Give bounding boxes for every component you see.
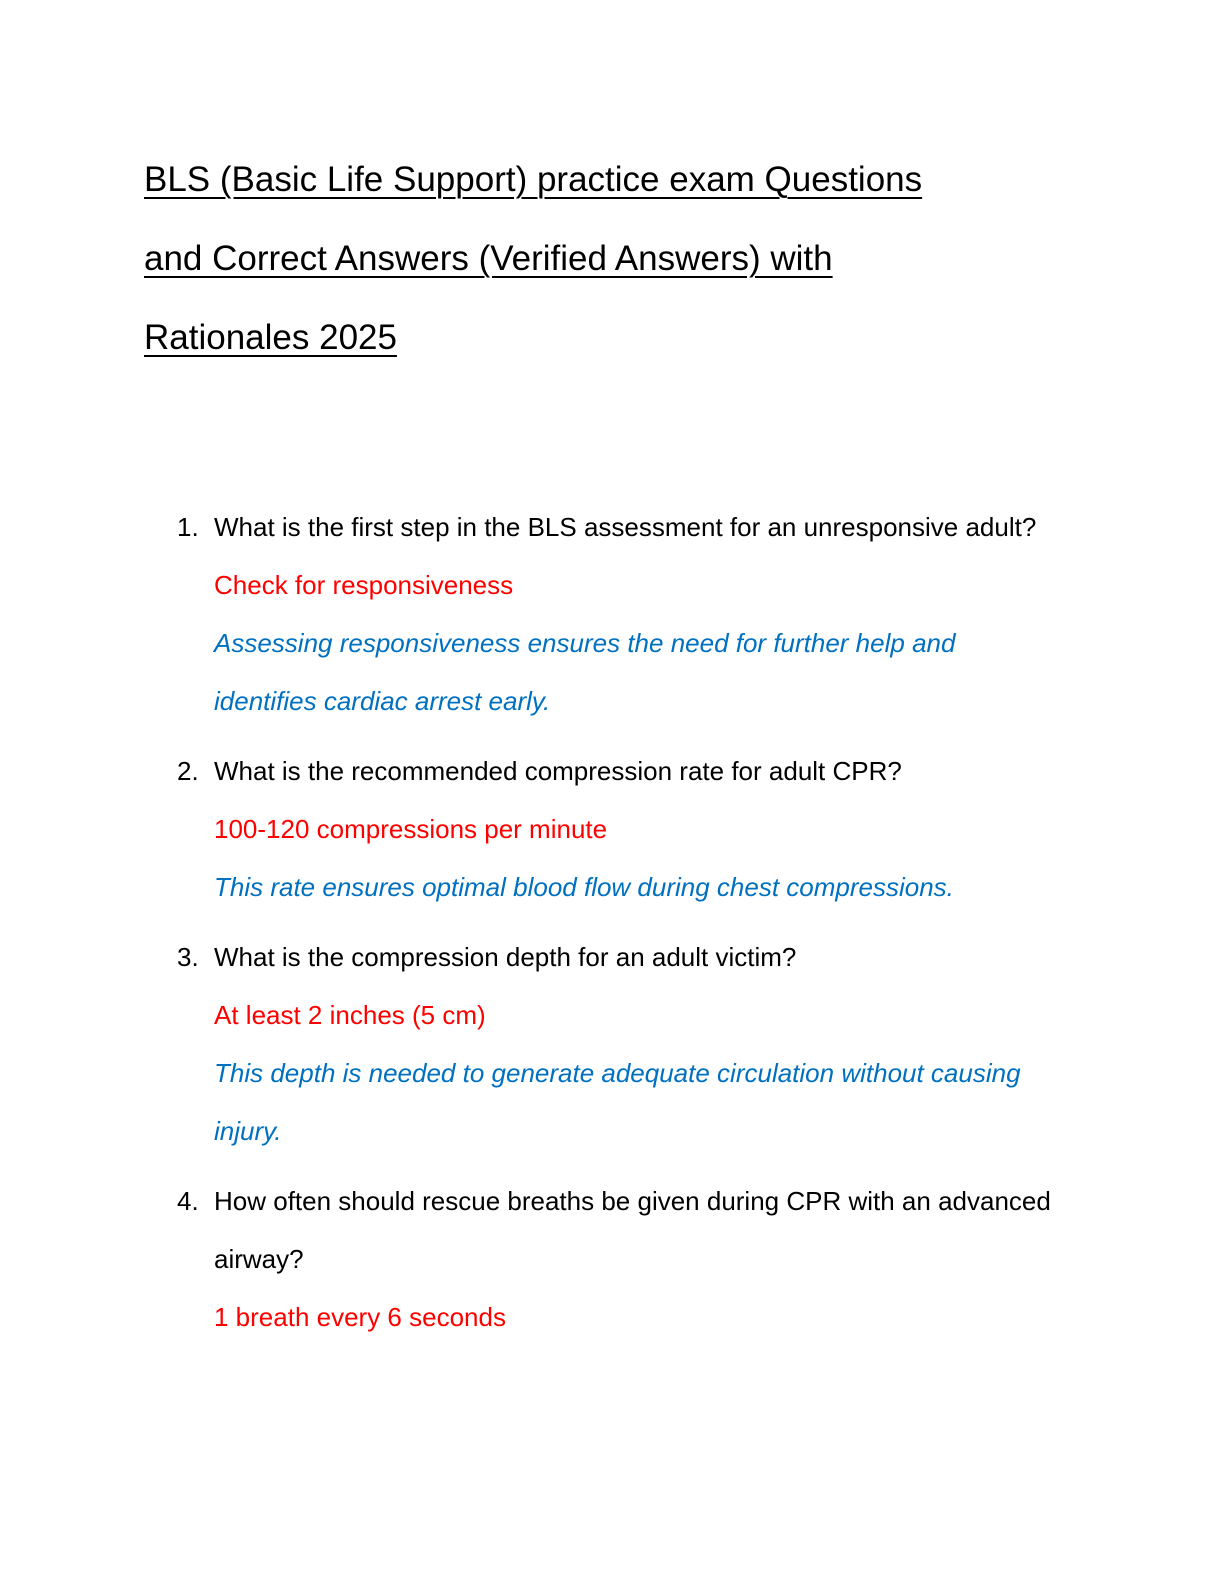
document-title (144, 140, 1044, 377)
title-line-2: and Correct Answers (Verified Answers) with (144, 239, 833, 278)
answer-text: Check for responsiveness (214, 570, 514, 600)
question-item-3 (144, 928, 1064, 1160)
answer-text: 100-120 compressions per minute (214, 814, 608, 844)
question-item-1 (144, 498, 1064, 730)
question-number: 2. (177, 756, 199, 786)
answer-text: 1 breath every 6 seconds (214, 1302, 506, 1332)
question-number: 3. (177, 942, 199, 972)
question-text: What is the first step in the BLS assessment for an unresponsive adult? (214, 512, 1037, 542)
rationale-text: This rate ensures optimal blood flow during chest compressions. (214, 872, 954, 902)
question-number: 1. (177, 512, 199, 542)
question-list (144, 498, 1064, 1358)
title-line-3: Rationales 2025 (144, 318, 397, 357)
rationale-text: This depth is needed to generate adequate circulation without causing injury. (214, 1058, 1021, 1146)
question-text: What is the compression depth for an adult victim? (214, 942, 797, 972)
rationale-text: Assessing responsiveness ensures the need for further help and identifies cardiac arrest early. (214, 628, 956, 716)
question-item-4 (144, 1172, 1064, 1346)
question-number: 4. (177, 1186, 199, 1216)
title-line-1: BLS (Basic Life Support) practice exam Questions (144, 160, 923, 199)
question-item-2 (144, 742, 1064, 916)
question-text: What is the recommended compression rate for adult CPR? (214, 756, 902, 786)
question-text: How often should rescue breaths be given during CPR with an advanced airway? (214, 1186, 1051, 1274)
answer-text: At least 2 inches (5 cm) (214, 1000, 486, 1030)
